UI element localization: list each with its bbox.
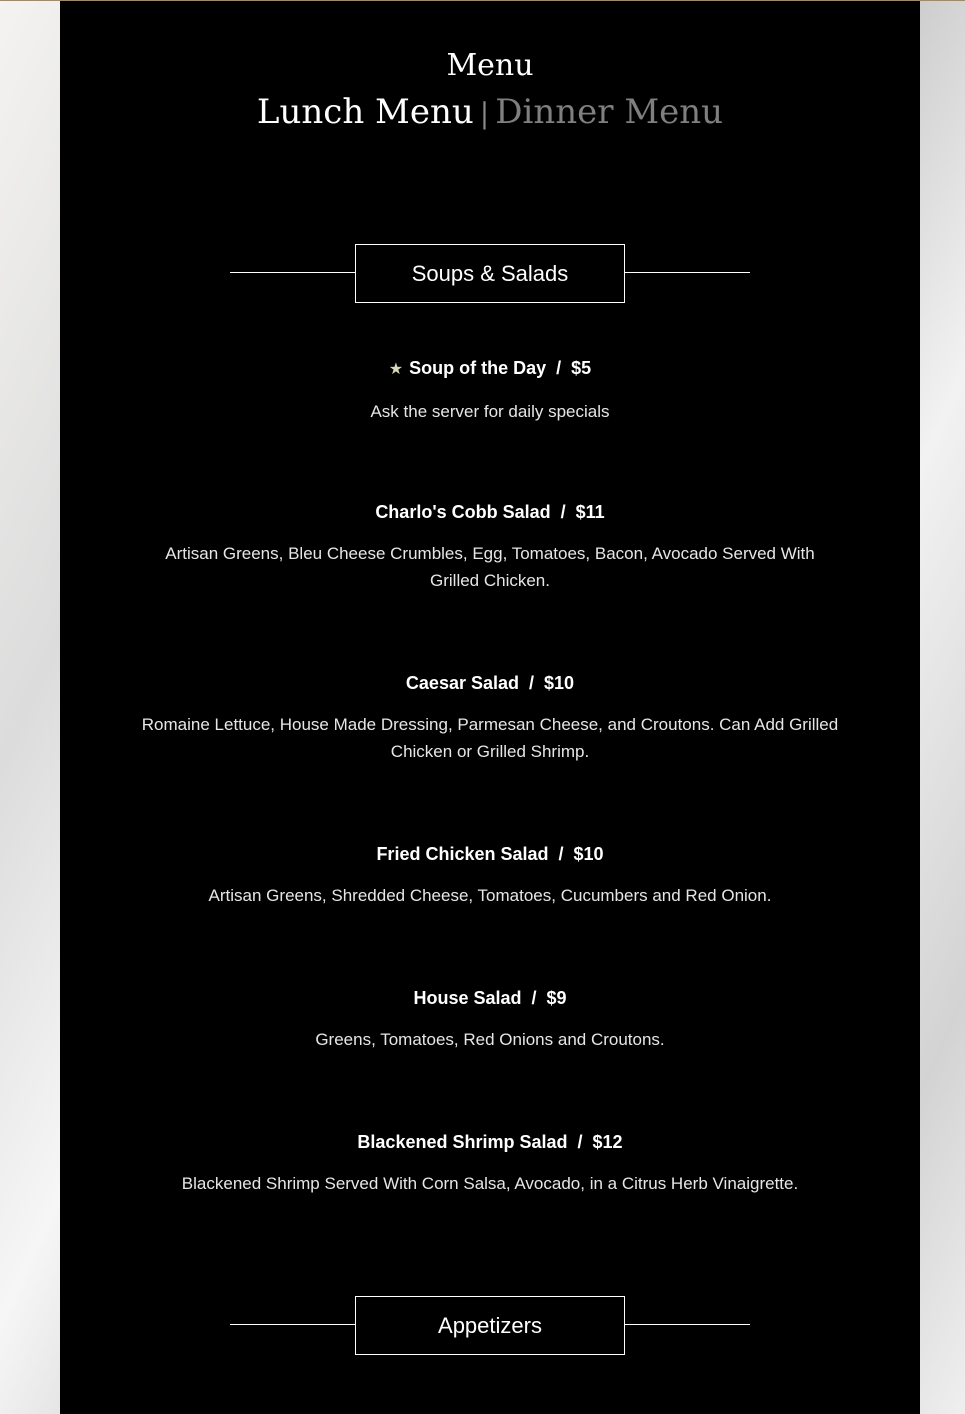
page-title: Menu xyxy=(446,48,534,83)
menu-item-soup-of-the-day xyxy=(140,357,840,425)
item-name: Blackened Shrimp Salad xyxy=(357,1132,568,1152)
price-separator: / xyxy=(560,502,566,522)
item-price: $10 xyxy=(573,844,604,864)
menu-item-heading xyxy=(140,501,840,523)
item-description: Greens, Tomatoes, Red Onions and Croutons. xyxy=(315,1030,665,1049)
item-price: $12 xyxy=(592,1132,623,1152)
menu-item-heading xyxy=(140,843,840,865)
tab-lunch-menu[interactable]: Lunch Menu xyxy=(256,92,474,132)
menu-item-cobb-salad xyxy=(140,501,840,594)
star-icon: ★ xyxy=(388,361,404,378)
menu-item-fried-chicken-salad xyxy=(140,843,840,909)
divider-line xyxy=(230,1324,355,1325)
item-name: Charlo's Cobb Salad xyxy=(375,502,551,522)
item-price: $5 xyxy=(571,358,592,378)
menu-item-heading xyxy=(140,1131,840,1153)
divider-line xyxy=(230,272,355,273)
item-price: $11 xyxy=(575,502,605,522)
menu-item-heading xyxy=(140,672,840,694)
item-description: Romaine Lettuce, House Made Dressing, Parmesan Cheese, and Croutons. Can Add Grilled Chicken or Grilled Shrimp. xyxy=(141,715,839,761)
tab-dinner-menu[interactable]: Dinner Menu xyxy=(495,92,724,132)
item-name: Fried Chicken Salad xyxy=(376,844,549,864)
price-separator: / xyxy=(531,988,537,1008)
item-description: Ask the server for daily specials xyxy=(370,402,610,421)
price-separator: / xyxy=(556,358,562,378)
menu-panel xyxy=(60,1,920,1414)
menu-item-caesar-salad xyxy=(140,672,840,765)
menu-item-heading xyxy=(140,357,840,381)
menu-item-house-salad xyxy=(140,987,840,1053)
section-header-soups-salads xyxy=(230,244,750,302)
section-header-appetizers xyxy=(230,1296,750,1354)
item-description: Blackened Shrimp Served With Corn Salsa, Avocado, in a Citrus Herb Vinaigrette. xyxy=(181,1174,799,1193)
item-name: House Salad xyxy=(413,988,522,1008)
price-separator: / xyxy=(577,1132,583,1152)
item-price: $9 xyxy=(546,988,567,1008)
tab-separator: | xyxy=(479,97,490,130)
item-name: Caesar Salad xyxy=(405,673,519,693)
section-title: Soups & Salads xyxy=(355,244,625,303)
item-description: Artisan Greens, Bleu Cheese Crumbles, Egg, Tomatoes, Bacon, Avocado Served With Grilled Chicken. xyxy=(165,544,815,590)
price-separator: / xyxy=(558,844,564,864)
price-separator: / xyxy=(529,673,535,693)
divider-line xyxy=(625,272,750,273)
section-title: Appetizers xyxy=(355,1296,625,1355)
divider-line xyxy=(625,1324,750,1325)
menu-tabs xyxy=(60,91,920,135)
item-name: Soup of the Day xyxy=(409,358,547,378)
item-price: $10 xyxy=(544,673,575,693)
item-description: Artisan Greens, Shredded Cheese, Tomatoes, Cucumbers and Red Onion. xyxy=(208,886,772,905)
menu-item-blackened-shrimp-salad xyxy=(140,1131,840,1197)
menu-item-heading xyxy=(140,987,840,1009)
